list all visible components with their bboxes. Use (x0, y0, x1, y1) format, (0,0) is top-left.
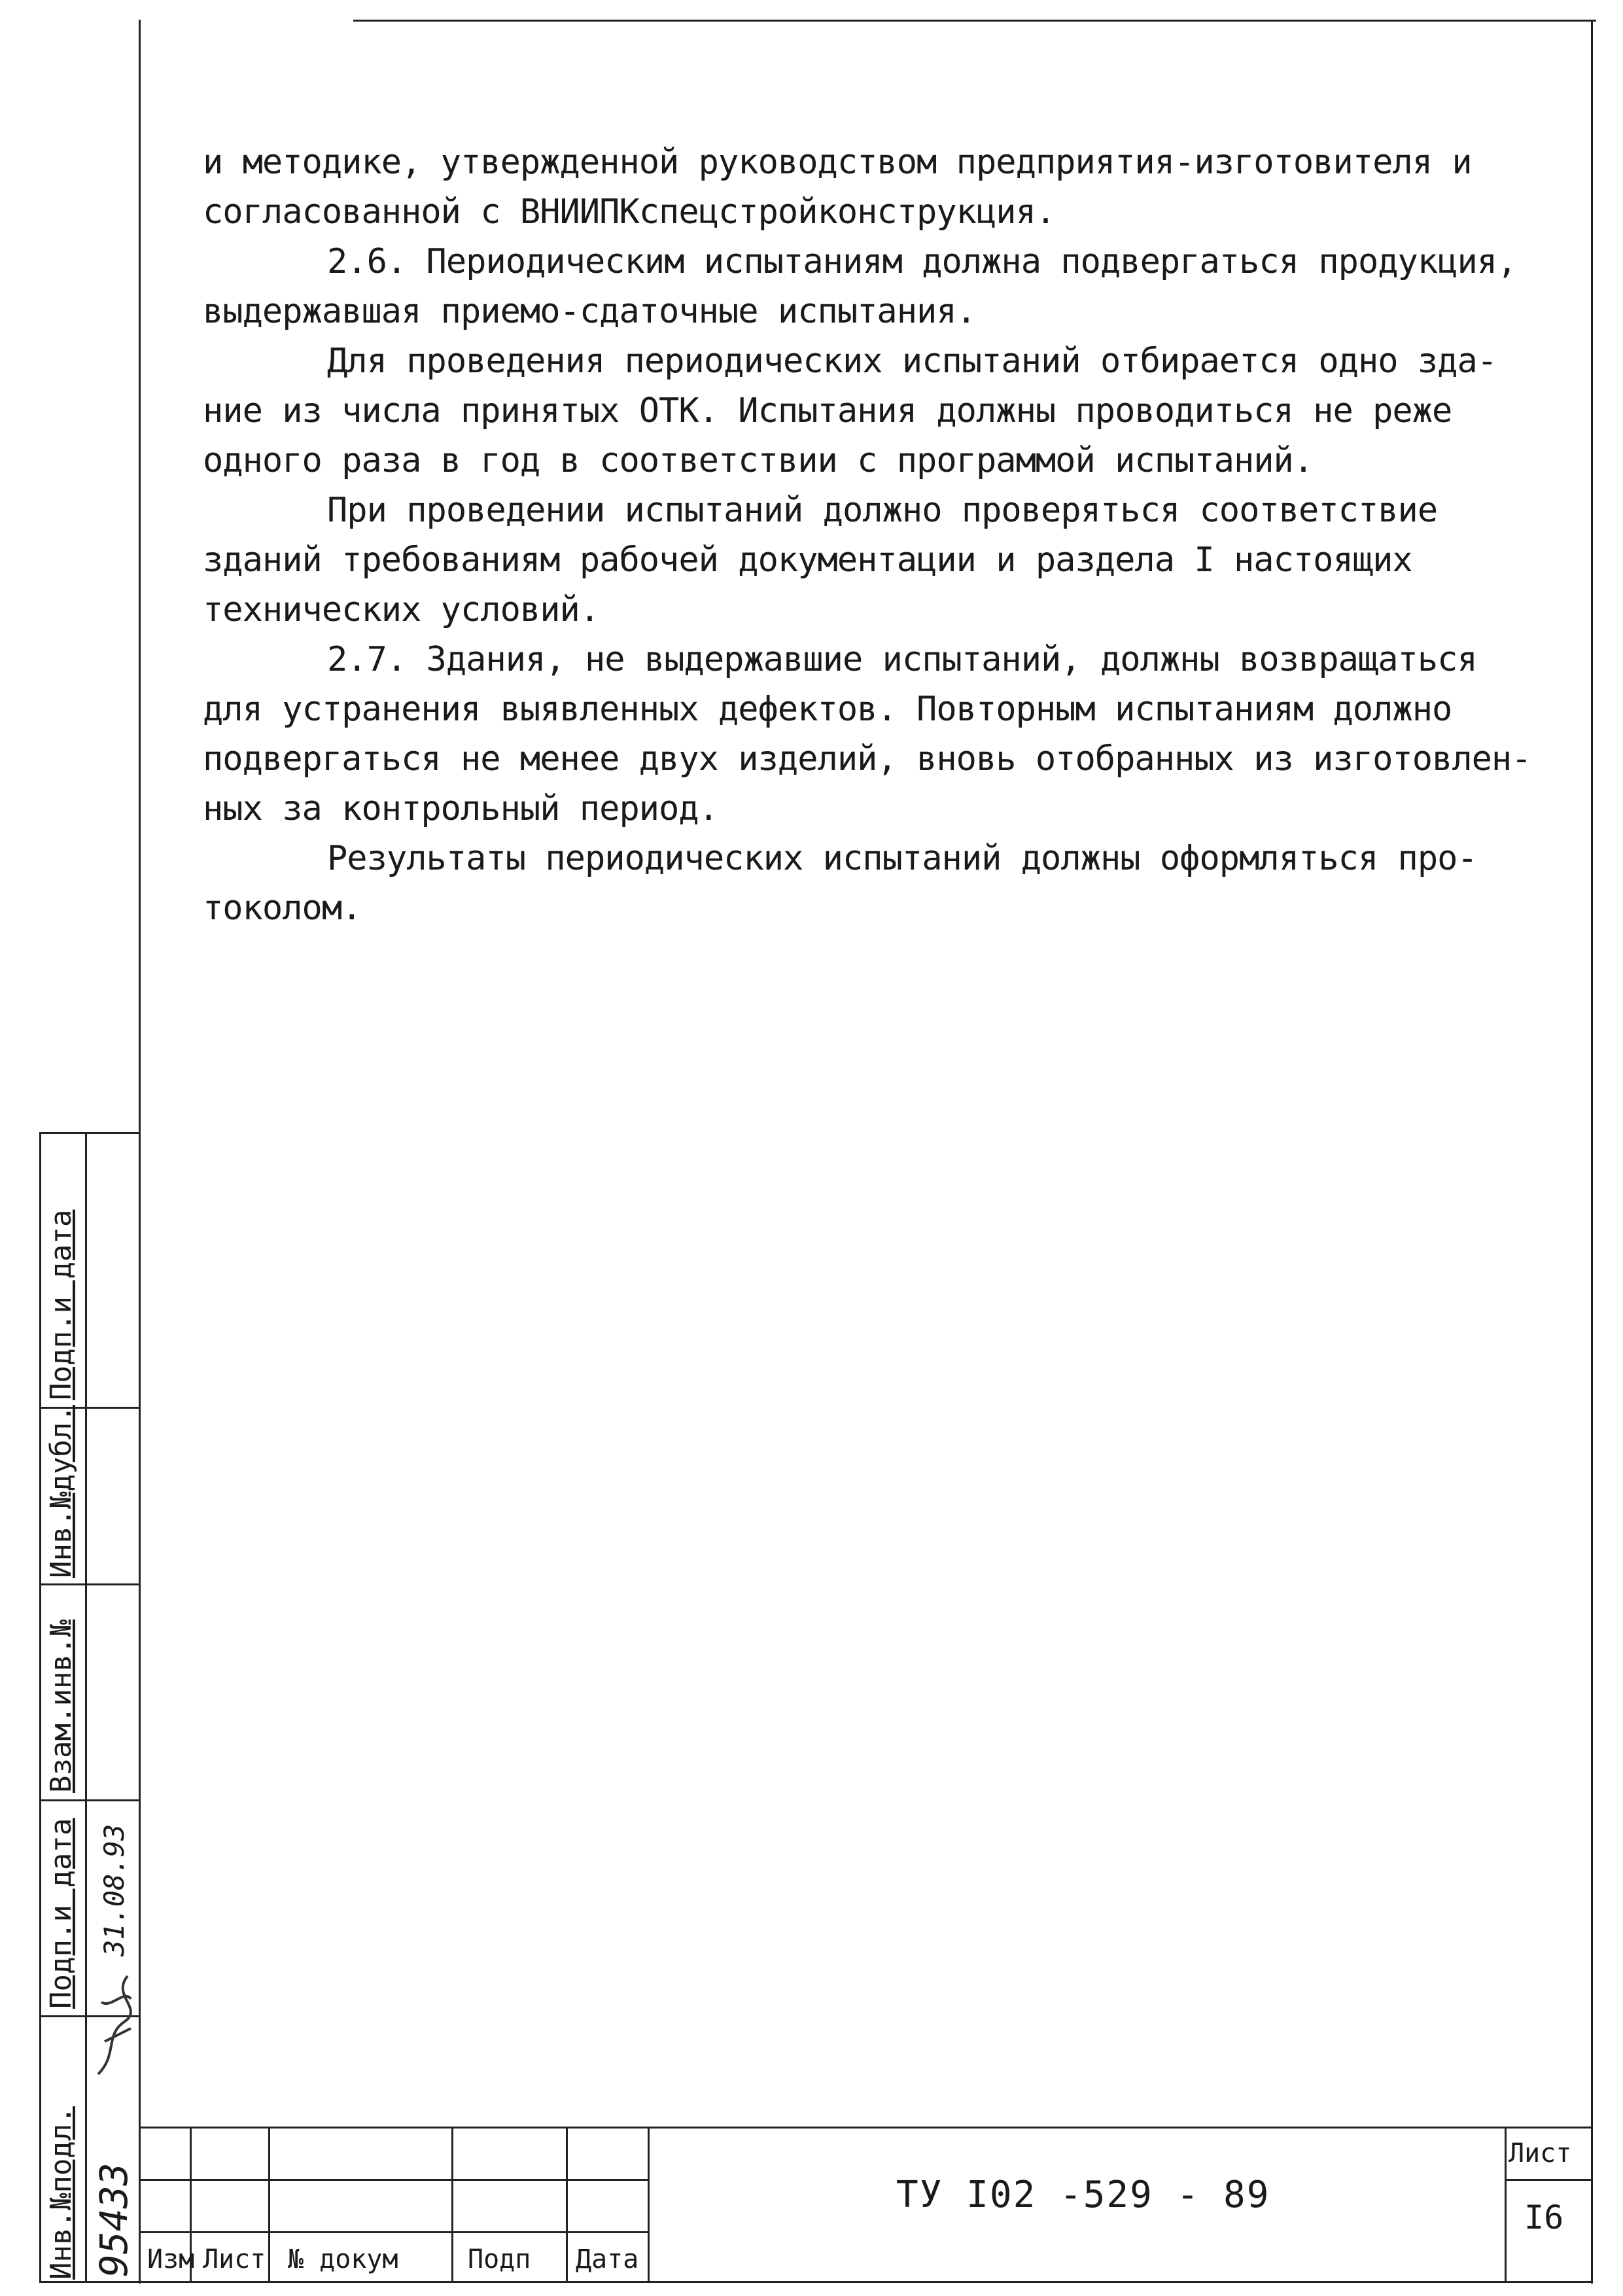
document-body (203, 137, 1570, 933)
text-line: При проведении испытаний должно проверяться соответствие (327, 491, 1438, 530)
side-stamp-outer-line (39, 1132, 41, 2281)
title-block-sheet-row (1505, 2179, 1592, 2181)
signature-mark (92, 1963, 137, 2081)
text-line: Результаты периодических испытаний должны оформляться про- (327, 839, 1477, 878)
sign-date-value: 31.08.93 (98, 1824, 130, 1956)
frame-top-border (353, 20, 1596, 22)
paragraph (203, 486, 1570, 635)
title-block-row-line-1 (139, 2179, 649, 2181)
side-label-inv-podl: Инв.№подл. (44, 2106, 78, 2280)
title-block-sheet-col (1505, 2127, 1507, 2281)
title-block-col-4 (566, 2127, 568, 2281)
paragraph (203, 635, 1570, 834)
sheet-label: Лист (1509, 2138, 1572, 2168)
text-line: Для проведения периодических испытаний отбирается одно зда- (327, 342, 1497, 381)
paragraph (203, 336, 1570, 486)
title-block-row-line-2 (139, 2231, 649, 2233)
frame-right-border (1591, 20, 1593, 2284)
side-stamp-mid-line (85, 1132, 87, 2281)
column-label-izm: Изм (147, 2244, 195, 2274)
side-stamp-divider-2 (39, 1583, 139, 1585)
document-code: ТУ I02 -529 - 89 (896, 2174, 1270, 2216)
text-line: ных за контрольный период. (203, 789, 718, 828)
frame-left-border (139, 20, 141, 2284)
side-label-inv-dubl: Инв.№дубл. (44, 1405, 78, 1578)
text-line: ние из числа принятых ОТК. Испытания должны проводиться не реже (203, 391, 1452, 431)
text-line: одного раза в год в соответствии с программой испытаний. (203, 441, 1314, 480)
text-line: и методике, утвержденной руководством предприятия-изготовителя и (203, 143, 1472, 182)
column-label-podp: Подп (468, 2244, 531, 2274)
paragraph (203, 137, 1570, 237)
title-block-top-line (139, 2127, 1592, 2128)
frame-bottom-border (39, 2281, 1593, 2283)
column-label-data: Дата (576, 2244, 639, 2274)
title-block-col-5 (648, 2127, 650, 2281)
side-label-vzam-inv: Взам.инв.№ (44, 1619, 78, 1793)
side-label-podp-data-2: Подп.и дата (44, 1209, 78, 1400)
title-block-col-3 (451, 2127, 453, 2281)
text-line: подвергаться не менее двух изделий, вновь отобранных из изготовлен- (203, 739, 1531, 779)
text-line: 2.7. Здания, не выдержавшие испытаний, должны возвращаться (327, 640, 1477, 679)
text-line: зданий требованиям рабочей документации и раздела I настоящих (203, 540, 1412, 580)
text-line: согласованной с ВНИИПКспецстройконструкция. (203, 192, 1056, 232)
paragraph (203, 237, 1570, 336)
side-label-podp-data-1: Подп.и дата (44, 1818, 78, 2009)
side-stamp-top-line (39, 1132, 139, 1134)
column-label-list: Лист (203, 2244, 266, 2274)
text-line: токолом. (203, 889, 362, 928)
text-line: выдержавшая приемо-сдаточные испытания. (203, 292, 976, 331)
title-block-col-2 (268, 2127, 270, 2281)
sheet-number: I6 (1524, 2199, 1564, 2236)
text-line: для устранения выявленных дефектов. Повторным испытаниям должно (203, 690, 1452, 729)
column-label-doc-number: № докум (288, 2244, 398, 2274)
paragraph (203, 834, 1570, 933)
text-line: 2.6. Периодическим испытаниям должна подвергаться продукция, (327, 242, 1517, 281)
text-line: технических условий. (203, 590, 600, 629)
inv-number-value: 95433 (92, 2163, 136, 2277)
side-stamp-divider-3 (39, 1799, 139, 1801)
